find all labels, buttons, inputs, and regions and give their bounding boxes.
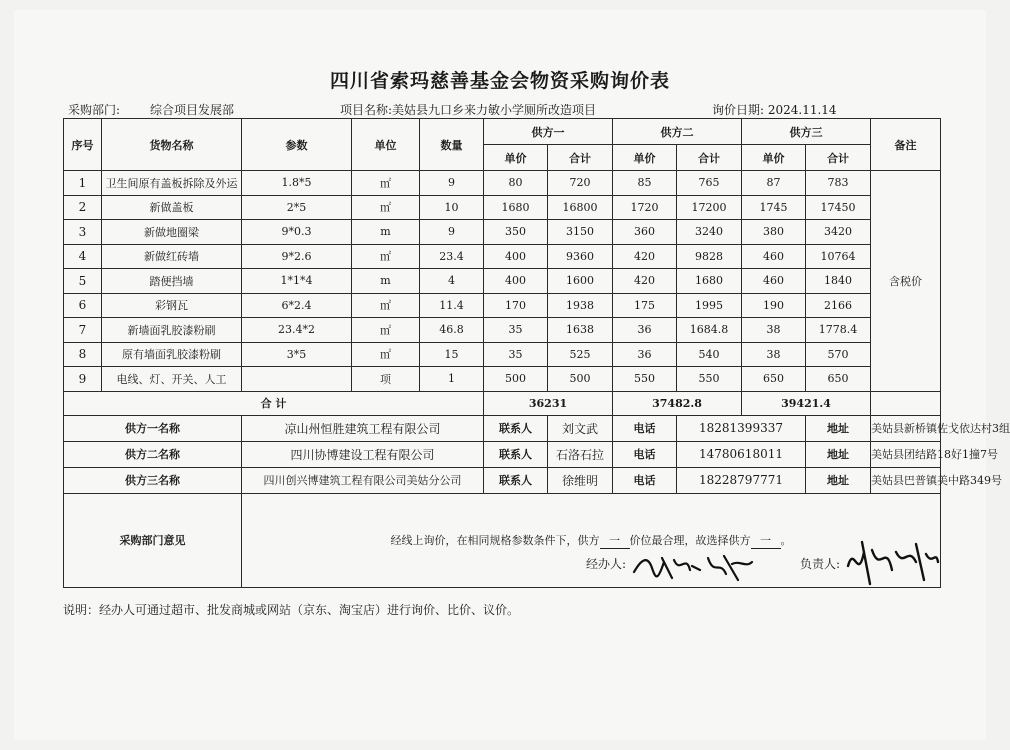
footnote: 说明：经办人可通过超市、批发商城或网站（京东、淘宝店）进行询价、比价、议价。 xyxy=(63,603,520,617)
row-item-name: 新墙面乳胶漆粉刷 xyxy=(102,318,242,343)
row-price-2: 85 xyxy=(613,171,677,196)
row-unit: ㎡ xyxy=(352,293,420,318)
leader-signature xyxy=(842,532,942,590)
row-seq: 8 xyxy=(64,342,102,367)
row-price-3: 38 xyxy=(742,318,806,343)
row-total-3: 17450 xyxy=(806,195,871,220)
row-param: 1.8*5 xyxy=(242,171,352,196)
row-total-2: 765 xyxy=(677,171,742,196)
row-total-1: 525 xyxy=(548,342,613,367)
row-unit: ㎡ xyxy=(352,195,420,220)
supplier1-address: 美姑县新桥镇佐戈依达村3组 xyxy=(871,415,941,441)
header-price-2: 单价 xyxy=(613,145,677,171)
row-item-name: 新做地圈梁 xyxy=(102,220,242,245)
row-total-2: 3240 xyxy=(677,220,742,245)
row-price-1: 170 xyxy=(484,293,548,318)
row-qty: 1 xyxy=(420,367,484,392)
row-total-1: 1938 xyxy=(548,293,613,318)
handler-label: 经办人: xyxy=(586,557,627,571)
row-total-1: 1600 xyxy=(548,269,613,294)
supplier1-phone-label: 电话 xyxy=(613,415,677,441)
row-qty: 4 xyxy=(420,269,484,294)
row-item-name: 原有墙面乳胶漆粉刷 xyxy=(102,342,242,367)
row-total-3: 2166 xyxy=(806,293,871,318)
row-price-2: 1720 xyxy=(613,195,677,220)
row-total-2: 1684.8 xyxy=(677,318,742,343)
row-unit: 项 xyxy=(352,367,420,392)
row-price-3: 460 xyxy=(742,244,806,269)
total-supplier3: 39421.4 xyxy=(742,391,871,415)
row-param: 9*0.3 xyxy=(242,220,352,245)
row-param: 6*2.4 xyxy=(242,293,352,318)
supplier2-address-label: 地址 xyxy=(806,441,871,467)
row-item-name: 卫生间原有盖板拆除及外运 xyxy=(102,171,242,196)
supplier2-address: 美姑县团结路18好1撞7号 xyxy=(871,441,941,467)
row-price-1: 500 xyxy=(484,367,548,392)
total-supplier1: 36231 xyxy=(484,391,613,415)
opinion-fill-1: 一 xyxy=(600,532,630,549)
form-title: 四川省索玛慈善基金会物资采购询价表 xyxy=(329,70,670,92)
opinion-text-a: 经线上询价，在相同规格参数条件下，供方 xyxy=(390,533,600,547)
row-price-1: 1680 xyxy=(484,195,548,220)
supplier3-phone-label: 电话 xyxy=(613,467,677,493)
row-seq: 1 xyxy=(64,171,102,196)
total-supplier2: 37482.8 xyxy=(613,391,742,415)
row-qty: 9 xyxy=(420,220,484,245)
row-price-3: 190 xyxy=(742,293,806,318)
supplier3-label: 供方三名称 xyxy=(64,467,242,493)
row-seq: 9 xyxy=(64,367,102,392)
supplier2-contact-label: 联系人 xyxy=(484,441,548,467)
row-price-1: 400 xyxy=(484,269,548,294)
row-price-3: 87 xyxy=(742,171,806,196)
supplier1-name: 凉山州恒胜建筑工程有限公司 xyxy=(242,415,484,441)
dept-label: 采购部门: xyxy=(68,103,121,117)
opinion-text xyxy=(242,493,941,587)
project-name: 项目名称:美姑县九口乡来力敏小学厕所改造项目 xyxy=(340,103,597,117)
header-name: 货物名称 xyxy=(102,119,242,171)
row-total-2: 550 xyxy=(677,367,742,392)
supplier2-contact: 石洛石拉 xyxy=(548,441,613,467)
row-qty: 10 xyxy=(420,195,484,220)
row-total-3: 1840 xyxy=(806,269,871,294)
supplier3-contact-label: 联系人 xyxy=(484,467,548,493)
table-row xyxy=(64,318,941,343)
header-total-1: 合计 xyxy=(548,145,613,171)
row-item-name: 踏便挡墙 xyxy=(102,269,242,294)
row-price-2: 175 xyxy=(613,293,677,318)
row-unit: ㎡ xyxy=(352,342,420,367)
handler-signature xyxy=(628,540,768,590)
header-qty: 数量 xyxy=(420,119,484,171)
row-total-2: 1680 xyxy=(677,269,742,294)
header-unit: 单位 xyxy=(352,119,420,171)
row-unit: ㎡ xyxy=(352,318,420,343)
supplier1-phone: 18281399337 xyxy=(677,415,806,441)
row-total-1: 500 xyxy=(548,367,613,392)
supplier3-phone: 18228797771 xyxy=(677,467,806,493)
row-item-name: 新做盖板 xyxy=(102,195,242,220)
row-price-2: 420 xyxy=(613,244,677,269)
row-price-2: 36 xyxy=(613,342,677,367)
row-price-3: 650 xyxy=(742,367,806,392)
total-label: 合 计 xyxy=(64,391,484,415)
supplier2-name: 四川协博建设工程有限公司 xyxy=(242,441,484,467)
supplier3-contact: 徐维明 xyxy=(548,467,613,493)
row-seq: 6 xyxy=(64,293,102,318)
row-price-1: 350 xyxy=(484,220,548,245)
table-row xyxy=(64,269,941,294)
header-total-3: 合计 xyxy=(806,145,871,171)
leader-label: 负责人: xyxy=(800,557,841,571)
supplier2-phone-label: 电话 xyxy=(613,441,677,467)
row-unit: ㎡ xyxy=(352,171,420,196)
row-price-3: 460 xyxy=(742,269,806,294)
row-seq: 4 xyxy=(64,244,102,269)
row-seq: 5 xyxy=(64,269,102,294)
header-price-3: 单价 xyxy=(742,145,806,171)
opinion-fill-2: 一 xyxy=(751,532,781,549)
inquiry-date: 询价日期: 2024.11.14 xyxy=(712,103,837,117)
row-total-2: 540 xyxy=(677,342,742,367)
row-qty: 15 xyxy=(420,342,484,367)
header-seq: 序号 xyxy=(64,119,102,171)
row-price-1: 80 xyxy=(484,171,548,196)
opinion-text-c: 。 xyxy=(780,533,792,547)
row-price-3: 1745 xyxy=(742,195,806,220)
row-price-1: 400 xyxy=(484,244,548,269)
header-param: 参数 xyxy=(242,119,352,171)
row-total-3: 783 xyxy=(806,171,871,196)
header-supplier1: 供方一 xyxy=(484,119,613,145)
row-total-2: 9828 xyxy=(677,244,742,269)
row-total-3: 1778.4 xyxy=(806,318,871,343)
inquiry-table xyxy=(63,118,1010,588)
row-item-name: 新做红砖墙 xyxy=(102,244,242,269)
supplier1-contact-label: 联系人 xyxy=(484,415,548,441)
supplier1-label: 供方一名称 xyxy=(64,415,242,441)
row-param xyxy=(242,367,352,392)
header-supplier2: 供方二 xyxy=(613,119,742,145)
row-price-3: 38 xyxy=(742,342,806,367)
table-row xyxy=(64,367,941,392)
header-total-2: 合计 xyxy=(677,145,742,171)
row-total-3: 10764 xyxy=(806,244,871,269)
row-total-1: 9360 xyxy=(548,244,613,269)
row-param: 3*5 xyxy=(242,342,352,367)
supplier3-name: 四川创兴博建筑工程有限公司美姑分公司 xyxy=(242,467,484,493)
total-remark-empty xyxy=(871,391,941,415)
row-param: 2*5 xyxy=(242,195,352,220)
row-total-1: 720 xyxy=(548,171,613,196)
row-seq: 3 xyxy=(64,220,102,245)
row-total-3: 3420 xyxy=(806,220,871,245)
row-price-2: 550 xyxy=(613,367,677,392)
row-unit: ㎡ xyxy=(352,244,420,269)
row-seq: 2 xyxy=(64,195,102,220)
table-row xyxy=(64,293,941,318)
row-unit: m xyxy=(352,220,420,245)
remark-tax-included: 含税价 xyxy=(871,171,941,392)
row-qty: 9 xyxy=(420,171,484,196)
header-remark: 备注 xyxy=(871,119,941,171)
row-total-1: 3150 xyxy=(548,220,613,245)
row-qty: 46.8 xyxy=(420,318,484,343)
row-param: 1*1*4 xyxy=(242,269,352,294)
row-unit: m xyxy=(352,269,420,294)
row-price-2: 420 xyxy=(613,269,677,294)
row-total-2: 17200 xyxy=(677,195,742,220)
row-item-name: 彩钢瓦 xyxy=(102,293,242,318)
table-row xyxy=(64,171,941,196)
row-total-1: 16800 xyxy=(548,195,613,220)
supplier3-address: 美姑县巴普镇美中路349号 xyxy=(871,467,941,493)
table-row xyxy=(64,220,941,245)
row-qty: 23.4 xyxy=(420,244,484,269)
row-qty: 11.4 xyxy=(420,293,484,318)
row-total-2: 1995 xyxy=(677,293,742,318)
dept-value: 综合项目发展部 xyxy=(150,103,235,117)
table-row xyxy=(64,195,941,220)
row-total-1: 1638 xyxy=(548,318,613,343)
supplier2-label: 供方二名称 xyxy=(64,441,242,467)
row-total-3: 570 xyxy=(806,342,871,367)
row-price-1: 35 xyxy=(484,342,548,367)
supplier1-address-label: 地址 xyxy=(806,415,871,441)
opinion-text-b: 价位最合理，故选择供方 xyxy=(629,533,751,547)
table-row xyxy=(64,244,941,269)
row-price-1: 35 xyxy=(484,318,548,343)
row-param: 23.4*2 xyxy=(242,318,352,343)
row-price-2: 360 xyxy=(613,220,677,245)
row-param: 9*2.6 xyxy=(242,244,352,269)
opinion-label: 采购部门意见 xyxy=(64,493,242,587)
supplier2-phone: 14780618011 xyxy=(677,441,806,467)
row-seq: 7 xyxy=(64,318,102,343)
header-price-1: 单价 xyxy=(484,145,548,171)
supplier1-contact: 刘文武 xyxy=(548,415,613,441)
row-item-name: 电线、灯、开关、人工 xyxy=(102,367,242,392)
row-price-3: 380 xyxy=(742,220,806,245)
row-price-2: 36 xyxy=(613,318,677,343)
supplier3-address-label: 地址 xyxy=(806,467,871,493)
row-total-3: 650 xyxy=(806,367,871,392)
header-supplier3: 供方三 xyxy=(742,119,871,145)
table-row xyxy=(64,342,941,367)
